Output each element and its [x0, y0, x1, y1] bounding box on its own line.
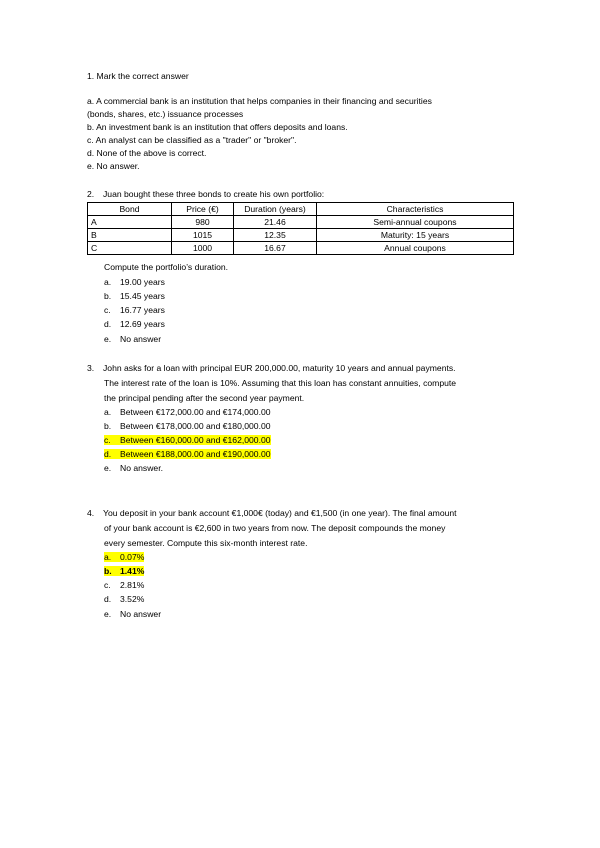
- option-text: 1.41%: [120, 566, 145, 576]
- option-text: Between €178,000.00 and €180,000.00: [120, 421, 271, 431]
- option-letter: d.: [104, 594, 112, 604]
- option-letter: b.: [104, 291, 112, 301]
- q4-option-d: [104, 593, 144, 607]
- q3-option-b: [104, 420, 271, 434]
- q4-option-a: [104, 551, 144, 565]
- bond-characteristics-cell: Annual coupons: [317, 242, 514, 255]
- q1-option-a-line2: (bonds, shares, etc.) issuance processes: [87, 109, 244, 119]
- q4-line1: [87, 507, 457, 521]
- q4-number: 4.: [87, 508, 95, 518]
- q1-option-e: e. No answer.: [87, 161, 140, 171]
- option-text: Between €160,000.00 and €162,000.00: [120, 435, 271, 445]
- option-letter: e.: [104, 334, 112, 344]
- q2-number: 2.: [87, 189, 95, 199]
- table-row: [88, 216, 514, 229]
- q3-line2: The interest rate of the loan is 10%. Assuming that this loan has constant annuities, compute: [104, 378, 457, 388]
- option-letter: e.: [104, 463, 112, 473]
- table-row: [88, 229, 514, 242]
- bond-duration-cell: 16.67: [234, 242, 317, 255]
- option-letter: d.: [104, 319, 112, 329]
- q1-option-b: b. An investment bank is an institution that offers deposits and loans.: [87, 122, 348, 132]
- q3-number: 3.: [87, 363, 95, 373]
- q3-option-d: [104, 448, 271, 462]
- q2-heading: [87, 188, 324, 202]
- option-text: 16.77 years: [120, 305, 165, 315]
- option-text: 12.69 years: [120, 319, 165, 329]
- option-letter: a.: [104, 407, 112, 417]
- q3-line3: the principal pending after the second year payment.: [104, 393, 305, 403]
- bond-name-cell: C: [88, 242, 172, 255]
- bonds-table-header: Bond: [88, 203, 172, 216]
- q4-text-line1: You deposit in your bank account €1,000€ (today) and €1,500 (in one year). The final amount: [103, 508, 457, 518]
- q3-option-c: [104, 434, 271, 448]
- q2-option-c: [104, 304, 165, 318]
- bond-price-cell: 980: [172, 216, 234, 229]
- option-text: No answer: [120, 609, 162, 619]
- option-text: No answer.: [120, 463, 163, 473]
- q2-option-a: [104, 276, 165, 290]
- q1-option-c: c. An analyst can be classified as a "trader" or "broker".: [87, 135, 297, 145]
- q1-option-a-line1: a. A commercial bank is an institution that helps companies in their financing and securities: [87, 96, 432, 106]
- option-letter: c.: [104, 305, 111, 315]
- bond-duration-cell: 12.35: [234, 229, 317, 242]
- option-letter: b.: [104, 566, 112, 576]
- q3-text-line1: John asks for a loan with principal EUR 200,000.00, maturity 10 years and annual payments.: [103, 363, 456, 373]
- q2-option-e: [104, 333, 161, 347]
- bond-price-cell: 1015: [172, 229, 234, 242]
- q3-option-a: [104, 406, 271, 420]
- q1-title: 1. Mark the correct answer: [87, 71, 189, 81]
- q4-line2: of your bank account is €2,600 in two years from now. The deposit compounds the money: [104, 523, 446, 533]
- q3-line1: [87, 362, 456, 376]
- bond-characteristics-cell: Semi-annual coupons: [317, 216, 514, 229]
- bond-duration-cell: 21.46: [234, 216, 317, 229]
- option-letter: d.: [104, 449, 112, 459]
- bonds-table: [87, 202, 514, 255]
- option-letter: b.: [104, 421, 112, 431]
- bonds-table-header: Price (€): [172, 203, 234, 216]
- option-letter: a.: [104, 277, 112, 287]
- q2-title: Juan bought these three bonds to create his own portfolio:: [103, 189, 325, 199]
- option-text: 3.52%: [120, 594, 145, 604]
- bond-name-cell: A: [88, 216, 172, 229]
- q2-option-d: [104, 318, 165, 332]
- q4-option-e: [104, 608, 161, 622]
- option-text: Between €172,000.00 and €174,000.00: [120, 407, 271, 417]
- option-text: Between €188,000.00 and €190,000.00: [120, 449, 271, 459]
- bonds-table-header-row: [88, 203, 514, 216]
- bond-price-cell: 1000: [172, 242, 234, 255]
- bond-characteristics-cell: Maturity: 15 years: [317, 229, 514, 242]
- option-letter: c.: [104, 580, 111, 590]
- q2-question: Compute the portfolio’s duration.: [104, 262, 229, 272]
- table-row: [88, 242, 514, 255]
- option-text: 2.81%: [120, 580, 145, 590]
- option-letter: a.: [104, 552, 112, 562]
- option-letter: c.: [104, 435, 111, 445]
- q1-option-d: d. None of the above is correct.: [87, 148, 207, 158]
- q3-option-e: [104, 462, 163, 476]
- q2-option-b: [104, 290, 165, 304]
- option-text: 0.07%: [120, 552, 145, 562]
- bonds-table-header: Characteristics: [317, 203, 514, 216]
- bonds-table-header: Duration (years): [234, 203, 317, 216]
- option-text: 19.00 years: [120, 277, 165, 287]
- bond-name-cell: B: [88, 229, 172, 242]
- q4-option-b: [104, 565, 144, 579]
- option-letter: e.: [104, 609, 112, 619]
- q4-option-c: [104, 579, 144, 593]
- option-text: 15.45 years: [120, 291, 165, 301]
- q4-line3: every semester. Compute this six-month interest rate.: [104, 538, 308, 548]
- option-text: No answer: [120, 334, 162, 344]
